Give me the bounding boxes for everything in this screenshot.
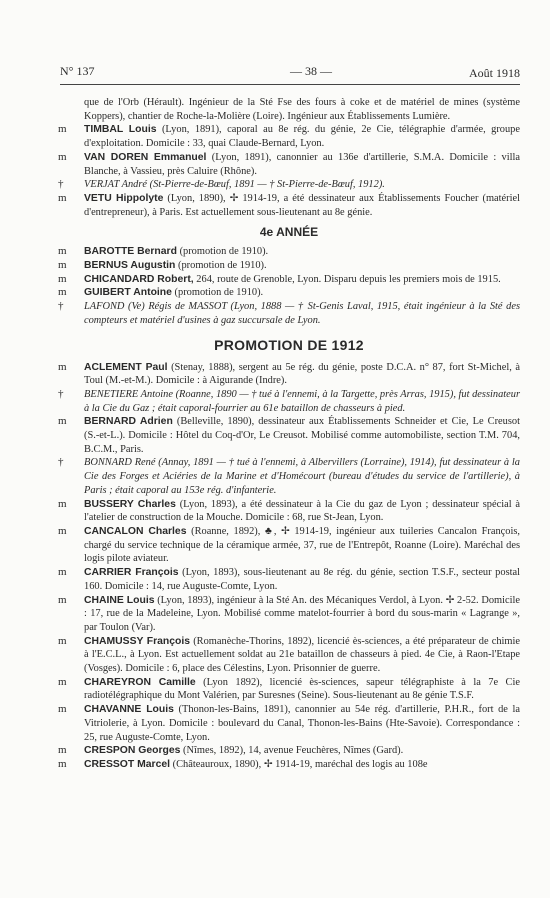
member-details: VERJAT André (St-Pierre-de-Bœuf, 1891 — † St-Pierre-de-Bœuf, 1912). <box>84 179 385 191</box>
member-name: CRESSOT Marcel <box>84 758 171 770</box>
member-details: (Lyon, 1890), ✢ 1914-19, a été dessinateur aux Établissements Foucher (matériel d'entrepreneur), à Paris. Est actuellement sous-lieutenant au 8e génie. <box>84 192 520 218</box>
header-rule <box>60 84 520 85</box>
member-details: (Stenay, 1888), sergent au 5e rég. du génie, poste D.C.A. n° 87, fort St-Michel, à Toul (M.-et-M.). Domicile : à Aigurande (Indre). <box>84 361 520 387</box>
deceased-mark: † <box>58 178 64 191</box>
member-details: (Lyon, 1893), sous-lieutenant au 8e rég. du génie, section T.S.F., secteur postal 160. Domicile : 14, rue Auguste-Comte, Lyon. <box>84 567 520 592</box>
member-name: TIMBAL Louis <box>84 124 157 136</box>
issue-number: N° 137 <box>60 64 95 78</box>
member-mark: m <box>58 524 67 537</box>
member-entry <box>58 594 520 635</box>
member-entry <box>58 498 520 525</box>
promotion-heading: PROMOTION DE 1912 <box>214 336 364 353</box>
member-details: BENETIERE Antoine (Roanne, 1890 — † tué à l'ennemi, à la Targette, près Arras, 1915), fut dessinateur à la Cie du Gaz ; était caporal-fourrier au 61e bataillon de chasseurs à pied. <box>84 388 520 414</box>
member-name: BERNUS Augustin <box>84 260 176 272</box>
member-entry <box>58 123 520 150</box>
member-mark: m <box>58 703 67 716</box>
deceased-mark: † <box>58 456 64 469</box>
member-name: CRESPON Georges <box>84 745 181 757</box>
member-details: (Lyon 1892), licencié ès-sciences, sapeur télégraphiste à la 7e Cie radiotélégraphique du Mont Valérien, par Suresnes (Seine). Sous-lieutenant au 8e génie T.S.F. <box>84 676 520 702</box>
member-mark: m <box>58 593 67 606</box>
member-mark: m <box>58 757 67 770</box>
member-name: BAROTTE Bernard <box>84 246 177 258</box>
member-details: (Lyon, 1893), a été dessinateur à la Cie du gaz de Lyon ; dessinateur spécial à l'atelier de construction de la Mouche. Domicile : 68, rue St-Jean, Lyon. <box>84 498 520 524</box>
member-mark: m <box>58 150 67 163</box>
member-details: BONNARD René (Annay, 1891 — † tué à l'ennemi, à Albervillers (Lorraine), 1914), fut dessinateur à la Cie des Forges et Aciéries de la Marine et d'Homécourt (bureau d'études du service de l'artillerie), à Paris ; était caporal au 153e rég. d'infanterie. <box>84 457 520 496</box>
member-mark: m <box>58 360 67 373</box>
member-name: BUSSERY Charles <box>84 498 176 510</box>
member-details: (Thonon-les-Bains, 1891), canonnier au 54e rég. d'artillerie, P.H.R., fort de la Vitriolerie, à Lyon. Domicile : boulevard du Canal, Thonon-les-Bains (Hte-Savoie). Correspondance : 25, rue Auguste-Comte, Lyon. <box>84 704 520 743</box>
member-entry <box>58 415 520 456</box>
member-entry <box>58 259 520 273</box>
member-mark: m <box>58 497 67 510</box>
member-details: (Lyon, 1891), canonnier au 136e d'artillerie, S.M.A. Domicile : villa Blanche, à Vassieu, près Caluire (Rhône). <box>84 151 520 177</box>
member-details: (Lyon, 1891), caporal au 8e rég. du génie, 2e Cie, télégraphie d'armée, groupe d'exploitation. Domicile : 33, quai Claude-Bernard, Lyon. <box>84 124 520 150</box>
member-mark: m <box>58 634 67 647</box>
member-name: VAN DOREN Emmanuel <box>84 151 207 163</box>
member-entry <box>58 300 520 327</box>
member-details: 264, route de Grenoble, Lyon. Disparu depuis les premiers mois de 1915. <box>196 273 501 285</box>
member-details: (promotion de 1910). <box>179 246 269 258</box>
member-mark: m <box>58 272 67 285</box>
member-entry <box>58 566 520 593</box>
member-entry <box>58 758 520 772</box>
member-entry <box>58 456 520 497</box>
member-details: (Romanèche-Thorins, 1892), licencié ès-sciences, a été préparateur de chimie à l'E.C.L., à Lyon. Est actuellement soldat au 21e bataillon de chasseurs à pied. 4e Cie, à Raon-l'Etape (Vosges). Domicile : 6, place des Célestins, Lyon. Prisonnier de guerre. <box>84 635 520 675</box>
member-name: CHAREYRON Camille <box>84 676 196 688</box>
section-heading-4e-annee: 4e ANNÉE <box>259 225 319 240</box>
member-details: (promotion de 1910). <box>178 260 267 272</box>
entries-promotion-1912 <box>58 361 520 772</box>
member-details: (Nîmes, 1892), 14, avenue Feuchères, Nîmes (Gard). <box>183 745 404 757</box>
member-entry <box>58 744 520 758</box>
member-name: CARRIER François <box>84 567 179 579</box>
page-number: — 38 — <box>290 64 332 78</box>
member-name: CHAVANNE Louis <box>84 704 174 716</box>
member-name: BERNARD Adrien <box>84 416 173 428</box>
document-body <box>58 96 520 772</box>
member-mark: m <box>58 123 67 136</box>
member-entry <box>58 676 520 703</box>
member-details: (Châteauroux, 1890), ✢ 1914-19, maréchal des logis au 108e <box>172 758 428 770</box>
member-mark: m <box>58 744 67 757</box>
member-details: (Roanne, 1892), ♣, ✢ 1914-19, ingénieur aux tuileries Cancalon François, chargé du service technique de la céramique armée, 37, rue de l'Entrepôt, Roanne (Loire). Maréchal des logis pilote aviateur. <box>84 525 520 565</box>
member-details: que de l'Orb (Hérault). Ingénieur de la Sté Fse des fours à coke et de matériel de mines (système Koppers), chantier de Roche-la-Molière (Loire). Ingénieur aux Établissements Lumière. <box>84 97 520 122</box>
member-mark: m <box>58 566 67 579</box>
issue-date: Août 1918 <box>469 66 520 80</box>
member-entry <box>58 178 520 192</box>
member-mark: m <box>58 675 67 688</box>
member-name: GUIBERT Antoine <box>84 287 172 299</box>
member-details: (promotion de 1910). <box>174 287 264 299</box>
member-details: (Lyon, 1893), ingénieur à la Sté An. des Mécaniques Verdol, à Lyon. ✢ 2-52. Domicile : 17, rue de la Madeleine, Lyon. Mobilisé comme matelot-fourrier à bord du sous-marin « Lagrange », par Toulon (Var). <box>84 594 520 633</box>
member-name: CANCALON Charles <box>84 525 187 537</box>
member-entry <box>58 388 520 415</box>
member-entry <box>58 703 520 744</box>
deceased-mark: † <box>58 300 64 313</box>
member-entry <box>58 361 520 388</box>
member-mark: m <box>58 191 67 204</box>
member-mark: m <box>58 286 67 299</box>
member-mark: m <box>58 415 67 428</box>
member-entry <box>58 286 520 300</box>
member-mark: m <box>58 245 67 258</box>
page-header <box>60 64 520 84</box>
member-details: LAFOND (Ve) Régis de MASSOT (Lyon, 1888 — † St-Genis Laval, 1915, était ingénieur à la Sté des compteurs et matériel d'usines à gaz succursale de Lyon. <box>84 301 520 326</box>
member-entry <box>58 192 520 219</box>
member-name: CHAINE Louis <box>84 594 155 606</box>
deceased-mark: † <box>58 387 64 400</box>
member-entry <box>58 151 520 178</box>
member-name: CHICANDARD Robert, <box>84 273 194 285</box>
member-entry <box>58 96 520 123</box>
member-mark: m <box>58 259 67 272</box>
entries-4e-annee <box>58 245 520 327</box>
member-details: (Belleville, 1890), dessinateur aux Établissements Schneider et Cie, Le Creusot (S.-et-L.). Domicile : Hôtel du Coq-d'Or, Le Creusot. Mobilisé comme automobiliste, section T.M. 704, B.C.M., Paris. <box>84 416 520 455</box>
member-entry <box>58 273 520 287</box>
member-name: VETU Hippolyte <box>84 192 164 204</box>
member-entry <box>58 525 520 566</box>
member-name: ACLEMENT Paul <box>84 361 168 373</box>
member-entry <box>58 245 520 259</box>
member-entry <box>58 635 520 676</box>
entries-prev-promotion <box>58 96 520 219</box>
member-name: CHAMUSSY François <box>84 635 191 647</box>
